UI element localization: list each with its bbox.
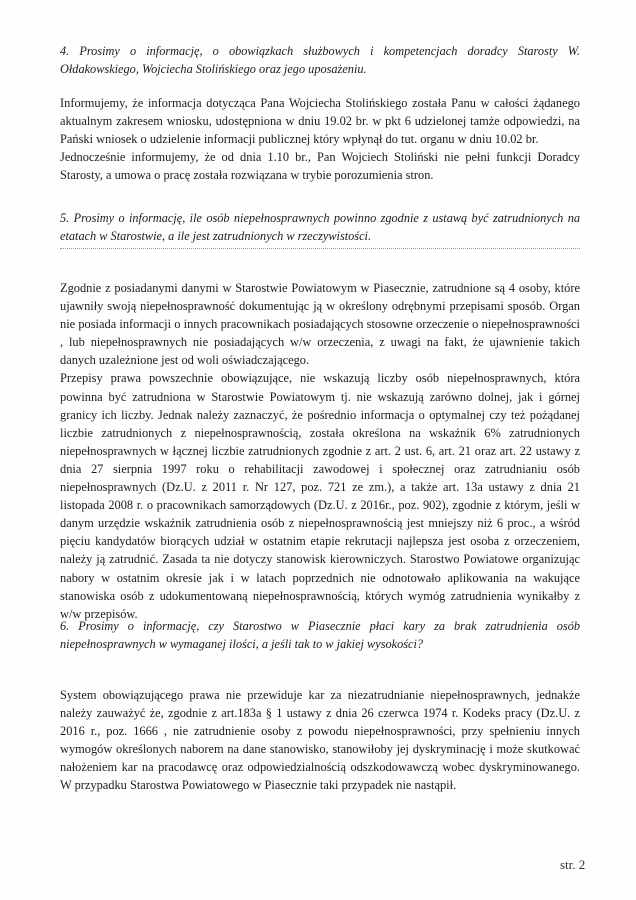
answer-4: [60, 94, 580, 184]
answer-4-paragraph-2: Jednocześnie informujemy, że od dnia 1.10 br., Pan Wojciech Stoliński nie pełni funkcji Doradcy Starosty, a umowa o pracę została rozwiązana w trybie porozumienia stron.: [60, 150, 580, 183]
question-4: 4. Prosimy o informację, o obowiązkach służbowych i kompetencjach doradcy Starosty W. Ołdakowskiego, Wojciecha Stolińskiego oraz jego uposażeniu.: [60, 44, 580, 76]
answer-5: [60, 279, 580, 623]
answer-6-paragraph-1: System obowiązującego prawa nie przewiduje kar za niezatrudnianie niepełnosprawnych, jednakże należy zauważyć że, zgodnie z art.183a § 1 ustawy z dnia 26 czerwca 1974 r. Kodeks pracy (Dz.U. z 2016 r., poz. 1666 , nie zatrudnienie osoby z powodu niepełnosprawności, przy spełnieniu innych wymogów określonych naborem na dane stanowisko, stanowiłoby jej dyskryminację i może skutkować nałożeniem kar na pracodawcę oraz odpowiedzialnością odszkodowawczą wobec dyskryminowanego. W przypadku Starostwa Powiatowego w Piasecznie taki przypadek nie nastąpił.: [60, 688, 580, 793]
answer-4-paragraph-1: Informujemy, że informacja dotycząca Pana Wojciecha Stolińskiego została Panu w całości żądanego aktualnym zakresem wniosku, udostępniona w dniu 19.02 br. w pkt 6 udzielonej tamże odpowiedzi, na Pański wniosek o udzielenie informacji publicznej który wpłynął do tut. organu w dniu 10.02 br.: [60, 96, 580, 147]
answer-5-paragraph-1: Zgodnie z posiadanymi danymi w Starostwie Powiatowym w Piasecznie, zatrudnione są 4 osoby, które ujawniły swoją niepełnosprawność dokumentując ją w określony odrębnymi przepisami sposób. Organ nie posiada informacji o innych pracownikach posiadających stosowne orzeczenie o niepełnosprawności , lub niepełnosprawnych nie posiadających w/w orzeczenia, z uwagi na fakt, że ujawnienie takich danych uzależnione jest od woli oświadczającego.: [60, 281, 580, 368]
question-5: 5. Prosimy o informację, ile osób niepełnosprawnych powinno zgodnie z ustawą być zatrudnionych na etatach w Starostwie, a ile jest zatrudnionych w rzeczywistości.: [60, 209, 580, 249]
question-6: 6. Prosimy o informację, czy Starostwo w Piasecznie płaci kary za brak zatrudnienia osób niepełnosprawnych w wymaganej ilości, a jeśli tak to w jakiej wysokości?: [60, 619, 580, 651]
page-number: str. 2: [560, 857, 586, 872]
answer-6: [60, 686, 580, 795]
answer-5-paragraph-2: Przepisy prawa powszechnie obowiązujące, nie wskazują liczby osób niepełnosprawnych, która powinna być zatrudniona w Starostwie Powiatowym tj. nie wskazują zarówno dolnej, jak i górnej granicy ich liczby. Jednak należy zaznaczyć, że pośrednio informacja o optymalnej czy też pożądanej liczbie zatrudnionych z niepełnosprawnością, została określona na wskaźnik 6% zatrudnionych niepełnosprawnych w łącznej liczbie zatrudnionych zgodnie z art. 2 ust. 6, art. 21 oraz art. 22 ustawy z dnia 27 sierpnia 1997 roku o rehabilitacji zawodowej i społecznej oraz zatrudnianiu osób niepełnosprawnych (Dz.U. z 2011 r. Nr 127, poz. 721 ze zm.), a także art. 13a ustawy z dnia 21 listopada 2008 r. o pracownikach samorządowych (Dz.U. z 2016r., poz. 902), zgodnie z którym, jeśli w danym urzędzie wskaźnik zatrudnienia osób z niepełnosprawnością jest mniejszy niż 6 proc., a wśród pięciu kandydatów biorących udział w ostatnim etapie rekrutacji najlepsza jest osoba z orzeczeniem, należy ją zatrudnić. Zasada ta nie dotyczy stanowisk kierowniczych. Starostwo Powiatowe organizując nabory w ostatnim okresie jak i w latach poprzednich nie odnotowało aplikowania na wakujące stanowiska osób z udokumentowaną niepełnosprawnością, których wymóg zatrudnienia wynikałby z w/w przepisów.: [60, 371, 580, 621]
